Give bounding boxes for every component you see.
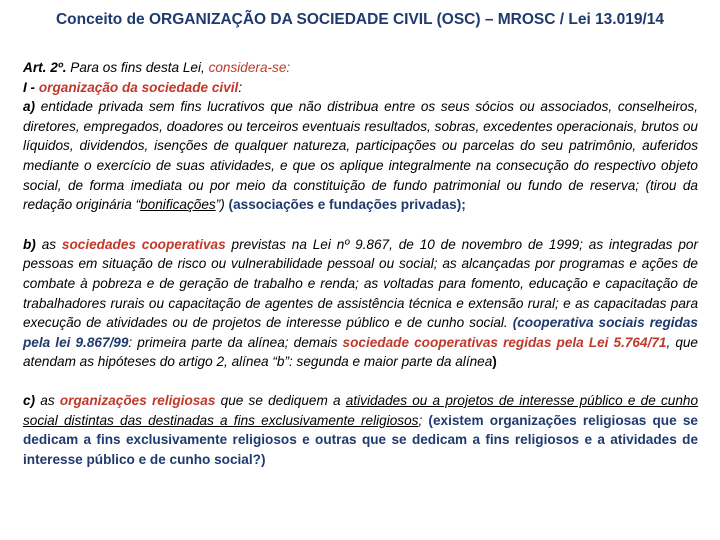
item-b-term: sociedades cooperativas [61, 236, 226, 252]
item-b-note2: : primeira parte da alínea; demais [128, 334, 343, 350]
item-c-term: organizações religiosas [59, 392, 216, 408]
item-b-text: previstas na Lei nº 9.867, de 10 de novembro de 1999; as integradas por pessoas em situação de risco ou vulnerabilidade pessoal ou social; as alcançadas por programas e ações de combate à pobreza e de geração de trabalho e renda; as voltadas para fomento, educação e capacitação de trabalhadores rurais ou capacitação de agentes de assistência técnica e extensão rural; e as capacitadas para execução de atividades ou de projetos de interesse público e de cunho social. [23, 236, 698, 331]
item-b-pre: as [35, 236, 62, 252]
item-a-letter: a) [23, 99, 36, 115]
inciso-term: organização da sociedade civil [38, 79, 239, 95]
law-text [23, 58, 698, 469]
item-b-note4: , que atendam as hipóteses do artigo 2, alínea “b”: segunda e maior parte da alínea [23, 334, 698, 370]
article-text: Para os fins desta Lei, [66, 60, 209, 75]
paragraph-a [23, 97, 698, 215]
item-c-underlined: atividades ou a projetos de interesse público e de cunho social distintas das destinadas a fins exclusivamente religiosos [23, 392, 699, 428]
article-label: Art. 2º. [23, 60, 67, 75]
page-title: Conceito de ORGANIZAÇÃO DA SOCIEDADE CIVIL (OSC) – MROSC / Lei 13.019/14 [55, 11, 665, 28]
item-c-text1: que se dediquem a [215, 392, 346, 408]
item-b-note1: (cooperativa sociais regidas pela lei 9.867/99 [23, 315, 698, 350]
item-c-note: (existem organizações religiosas que se dedicam a fins exclusivamente religiosos e outras que se dedicam a fins religiosos e a atividades de interesse público e de cunho social?) [23, 412, 698, 467]
item-a-underlined: bonificações [140, 197, 216, 213]
item-a-text: entidade privada sem fins lucrativos que não distribua entre os seus sócios ou associados, conselheiros, diretores, empregados, doadores ou terceiros eventuais resultados, sobras, excedentes operacionais, brutos ou líquidos, dividendos, isenções de qualquer natureza, participações ou parcelas do seu patrimônio, auferidos mediante o exercício de suas atividades, e que os aplique integralmente na consecução do respectivo objeto social, de forma imediata ou por meio da constituição de fundo patrimonial ou fundo de reserva; (tirou da redação originária “ [23, 99, 698, 213]
item-c-pre: as [35, 392, 60, 408]
paragraph-b [23, 235, 698, 372]
item-c-letter: c) [23, 392, 36, 408]
inciso-line [23, 78, 698, 98]
item-a-note: (associações e fundações privadas); [228, 197, 466, 213]
paragraph-c [23, 391, 698, 469]
item-c-sep: ; [418, 412, 429, 428]
inciso-numeral: I - [23, 79, 39, 95]
item-b-close: ) [492, 354, 497, 370]
inciso-colon: : [238, 79, 243, 95]
article-line [23, 58, 698, 78]
item-b-letter: b) [23, 236, 36, 252]
item-b-note3: sociedade cooperativas regidas pela Lei 5.764/71 [342, 334, 667, 350]
article-highlight: considera-se: [208, 60, 291, 75]
item-a-after: ”) [215, 197, 229, 213]
